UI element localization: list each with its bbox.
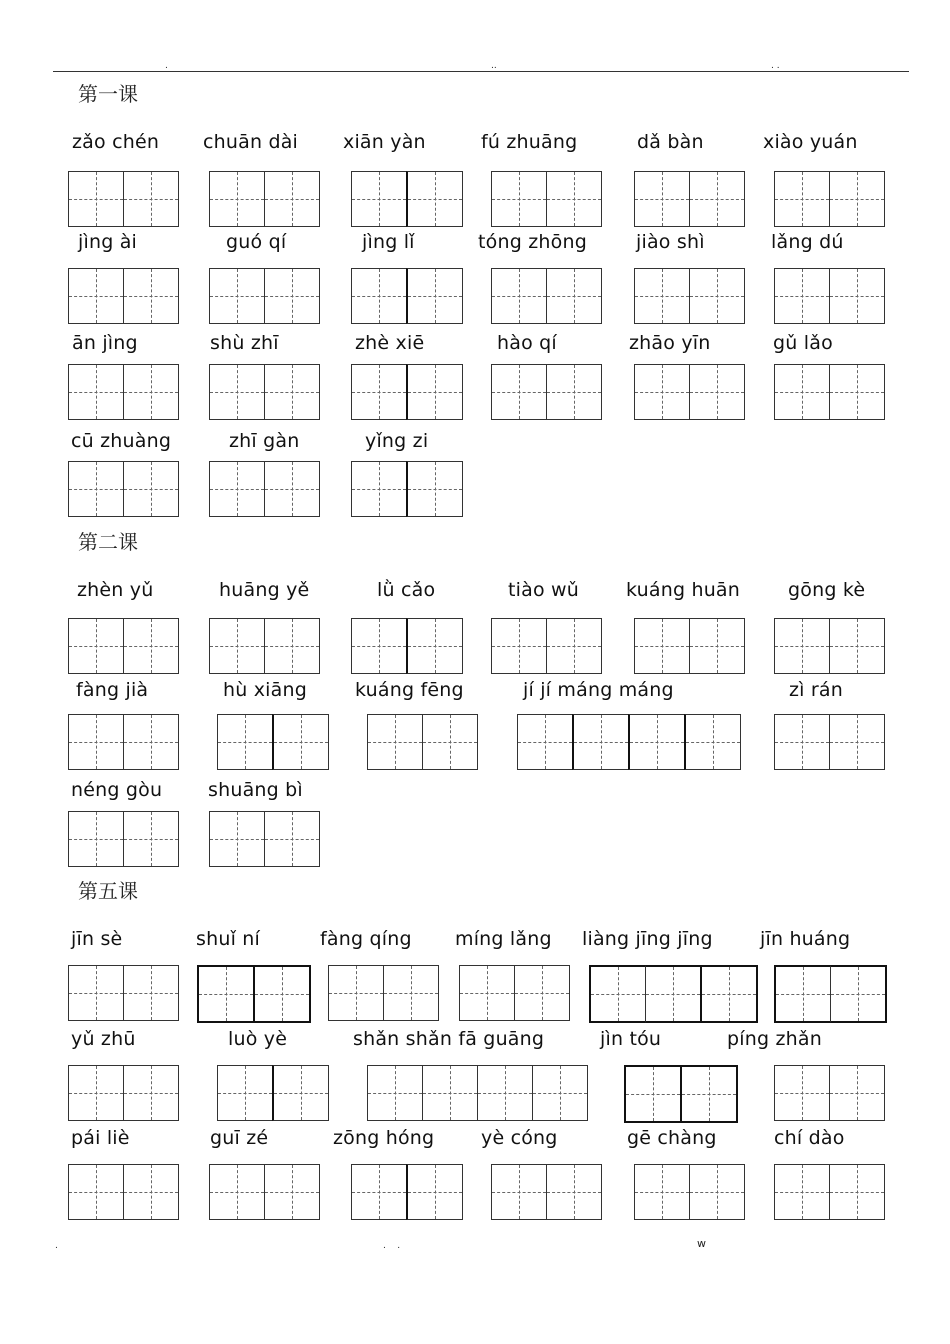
- character-writing-cell[interactable]: [774, 714, 830, 770]
- character-writing-cell[interactable]: [406, 268, 463, 324]
- character-writing-cell[interactable]: [265, 364, 320, 420]
- pinyin-label: xiào yuán: [763, 131, 858, 153]
- character-writing-cell[interactable]: [491, 364, 547, 420]
- character-writing-cell[interactable]: [830, 268, 885, 324]
- tianzige-box-group: [634, 1164, 745, 1220]
- pinyin-label: luò yè: [228, 1028, 288, 1050]
- tianzige-box-group: [217, 1065, 329, 1121]
- footer-dot: .: [55, 1241, 58, 1251]
- character-writing-cell[interactable]: [367, 714, 423, 770]
- tianzige-box-group: [68, 714, 179, 770]
- character-writing-cell[interactable]: [124, 714, 179, 770]
- character-writing-cell[interactable]: [209, 171, 265, 227]
- tianzige-box-group: [634, 364, 745, 420]
- character-writing-cell[interactable]: [328, 965, 384, 1021]
- character-writing-cell[interactable]: [634, 1164, 690, 1220]
- character-writing-cell[interactable]: [491, 618, 547, 674]
- character-writing-cell[interactable]: [209, 364, 265, 420]
- pinyin-label: gē chàng: [627, 1127, 717, 1149]
- pinyin-label: liàng jīng jīng: [582, 928, 713, 950]
- pinyin-label: gōng kè: [788, 579, 866, 601]
- character-writing-cell[interactable]: [406, 1164, 463, 1220]
- character-writing-cell[interactable]: [774, 965, 831, 1023]
- character-writing-cell[interactable]: [690, 618, 745, 674]
- tianzige-box-group: [68, 268, 179, 324]
- character-writing-cell[interactable]: [265, 811, 320, 867]
- pinyin-label: chuān dài: [203, 131, 299, 153]
- character-writing-cell[interactable]: [209, 811, 265, 867]
- tianzige-box-group: [351, 171, 463, 227]
- character-writing-cell[interactable]: [68, 1164, 124, 1220]
- character-writing-cell[interactable]: [209, 1164, 265, 1220]
- tianzige-box-group: [624, 1065, 738, 1121]
- pinyin-label: fú zhuāng: [481, 131, 578, 153]
- pinyin-label: tiào wǔ: [508, 579, 580, 601]
- footer-mark: w: [697, 1237, 706, 1250]
- character-writing-cell[interactable]: [830, 714, 885, 770]
- character-writing-cell[interactable]: [124, 171, 179, 227]
- character-writing-cell[interactable]: [547, 171, 602, 227]
- pinyin-label: lǜ cǎo: [377, 579, 436, 601]
- character-writing-cell[interactable]: [547, 364, 602, 420]
- character-writing-cell[interactable]: [830, 1164, 885, 1220]
- tianzige-box-group: [68, 965, 179, 1021]
- character-writing-cell[interactable]: [68, 965, 124, 1021]
- character-writing-cell[interactable]: [774, 171, 830, 227]
- character-writing-cell[interactable]: [547, 268, 602, 324]
- pinyin-label: kuáng fēng: [355, 679, 464, 701]
- pinyin-label: tóng zhōng: [478, 231, 587, 253]
- tianzige-box-group: [68, 171, 179, 227]
- character-writing-cell[interactable]: [690, 171, 745, 227]
- tianzige-box-group: [68, 461, 179, 517]
- character-writing-cell[interactable]: [406, 461, 463, 517]
- character-writing-cell[interactable]: [491, 268, 547, 324]
- character-writing-cell[interactable]: [68, 811, 124, 867]
- tianzige-box-group: [634, 171, 745, 227]
- character-writing-cell[interactable]: [830, 171, 885, 227]
- pinyin-label: shuǐ ní: [196, 928, 261, 950]
- tianzige-box-group: [491, 268, 602, 324]
- tianzige-box-group: [328, 965, 439, 1021]
- character-writing-cell[interactable]: [690, 268, 745, 324]
- pinyin-label: shǎn shǎn fā guāng: [353, 1028, 545, 1050]
- character-writing-cell[interactable]: [351, 618, 407, 674]
- character-writing-cell[interactable]: [831, 965, 887, 1023]
- character-writing-cell[interactable]: [478, 1065, 533, 1121]
- tianzige-box-group: [634, 268, 745, 324]
- character-writing-cell[interactable]: [124, 364, 179, 420]
- pinyin-label: zhè xiē: [355, 332, 425, 354]
- character-writing-cell[interactable]: [646, 965, 701, 1023]
- footer-dot: . .: [383, 1241, 401, 1251]
- character-writing-cell[interactable]: [830, 618, 885, 674]
- character-writing-cell[interactable]: [515, 965, 570, 1021]
- character-writing-cell[interactable]: [124, 811, 179, 867]
- character-writing-cell[interactable]: [351, 364, 407, 420]
- pinyin-label: ān jìng: [72, 332, 138, 354]
- pinyin-label: xiān yàn: [343, 131, 426, 153]
- character-writing-cell[interactable]: [384, 965, 439, 1021]
- pinyin-label: jīn sè: [71, 928, 123, 950]
- character-writing-cell[interactable]: [830, 364, 885, 420]
- character-writing-cell[interactable]: [830, 1065, 885, 1121]
- character-writing-cell[interactable]: [406, 618, 463, 674]
- character-writing-cell[interactable]: [634, 171, 690, 227]
- lesson-title: 第五课: [78, 879, 138, 903]
- pinyin-label: guó qí: [226, 231, 287, 253]
- character-writing-cell[interactable]: [124, 965, 179, 1021]
- character-writing-cell[interactable]: [459, 965, 515, 1021]
- pinyin-label: cū zhuàng: [71, 430, 172, 452]
- tianzige-box-group: [774, 714, 885, 770]
- pinyin-label: guī zé: [210, 1127, 269, 1149]
- tianzige-box-group: [209, 811, 320, 867]
- tianzige-box-group: [209, 171, 320, 227]
- tianzige-box-group: [209, 461, 320, 517]
- character-writing-cell[interactable]: [265, 171, 320, 227]
- tianzige-box-group: [491, 618, 602, 674]
- pinyin-label: fàng jià: [76, 679, 149, 701]
- pinyin-label: hù xiāng: [223, 679, 307, 701]
- character-writing-cell[interactable]: [624, 1065, 681, 1123]
- character-writing-cell[interactable]: [272, 1065, 329, 1121]
- character-writing-cell[interactable]: [197, 965, 254, 1023]
- character-writing-cell[interactable]: [217, 714, 273, 770]
- pinyin-label: jìng ài: [78, 231, 138, 253]
- character-writing-cell[interactable]: [265, 461, 320, 517]
- character-writing-cell[interactable]: [690, 1164, 745, 1220]
- pinyin-label: hào qí: [497, 332, 557, 354]
- pinyin-label: chí dào: [774, 1127, 845, 1149]
- character-writing-cell[interactable]: [774, 1065, 830, 1121]
- pinyin-label: pái liè: [71, 1127, 130, 1149]
- tianzige-box-group: [68, 618, 179, 674]
- tianzige-box-group: [209, 364, 320, 420]
- tianzige-box-group: [774, 1065, 885, 1121]
- character-writing-cell[interactable]: [68, 364, 124, 420]
- character-writing-cell[interactable]: [209, 268, 265, 324]
- pinyin-label: fàng qíng: [320, 928, 412, 950]
- character-writing-cell[interactable]: [367, 1065, 423, 1121]
- lesson-title: 第一课: [78, 82, 138, 106]
- character-writing-cell[interactable]: [217, 1065, 273, 1121]
- character-writing-cell[interactable]: [774, 618, 830, 674]
- tianzige-box-group: [68, 1164, 179, 1220]
- pinyin-label: jìng lǐ: [362, 231, 415, 253]
- character-writing-cell[interactable]: [517, 714, 573, 770]
- character-writing-cell[interactable]: [423, 714, 478, 770]
- tianzige-box-group: [209, 1164, 320, 1220]
- pinyin-label: zǎo chén: [72, 131, 160, 153]
- character-writing-cell[interactable]: [491, 171, 547, 227]
- tianzige-box-group: [459, 965, 570, 1021]
- pinyin-label: lǎng dú: [771, 231, 844, 253]
- tianzige-box-group: [517, 714, 741, 770]
- tianzige-box-group: [367, 714, 478, 770]
- pinyin-label: shuāng bì: [208, 779, 303, 801]
- character-writing-cell[interactable]: [774, 364, 830, 420]
- tianzige-box-group: [351, 618, 463, 674]
- character-writing-cell[interactable]: [634, 268, 690, 324]
- character-writing-cell[interactable]: [68, 618, 124, 674]
- tianzige-box-group: [68, 811, 179, 867]
- pinyin-label: yǐng zi: [365, 430, 429, 452]
- character-writing-cell[interactable]: [68, 714, 124, 770]
- tianzige-box-group: [197, 965, 311, 1021]
- tianzige-box-group: [774, 268, 885, 324]
- character-writing-cell[interactable]: [491, 1164, 547, 1220]
- pinyin-label: zōng hóng: [333, 1127, 435, 1149]
- tianzige-box-group: [351, 461, 463, 517]
- pinyin-label: huāng yě: [219, 579, 310, 601]
- character-writing-cell[interactable]: [680, 1065, 738, 1123]
- character-writing-cell[interactable]: [124, 618, 179, 674]
- character-writing-cell[interactable]: [634, 364, 690, 420]
- character-writing-cell[interactable]: [589, 965, 646, 1023]
- pinyin-label: jìn tóu: [600, 1028, 662, 1050]
- character-writing-cell[interactable]: [265, 618, 320, 674]
- character-writing-cell[interactable]: [272, 714, 329, 770]
- character-writing-cell[interactable]: [253, 965, 311, 1023]
- tianzige-box-group: [68, 364, 179, 420]
- pinyin-label: dǎ bàn: [637, 131, 704, 153]
- character-writing-cell[interactable]: [634, 618, 690, 674]
- tianzige-box-group: [491, 171, 602, 227]
- pinyin-label: zhèn yǔ: [77, 579, 154, 601]
- character-writing-cell[interactable]: [547, 618, 602, 674]
- pinyin-label: píng zhǎn: [727, 1028, 822, 1050]
- tianzige-box-group: [774, 965, 887, 1021]
- tianzige-box-group: [209, 618, 320, 674]
- tianzige-box-group: [68, 1065, 179, 1121]
- character-writing-cell[interactable]: [351, 268, 407, 324]
- tianzige-box-group: [634, 618, 745, 674]
- pinyin-label: jí jí máng máng: [523, 679, 674, 701]
- pinyin-label: zhāo yīn: [629, 332, 711, 354]
- tianzige-box-group: [217, 714, 329, 770]
- character-writing-cell[interactable]: [351, 1164, 407, 1220]
- character-writing-cell[interactable]: [406, 364, 463, 420]
- tianzige-box-group: [351, 268, 463, 324]
- tianzige-box-group: [209, 268, 320, 324]
- tianzige-box-group: [774, 364, 885, 420]
- pinyin-label: kuáng huān: [626, 579, 741, 601]
- pinyin-label: míng lǎng: [455, 928, 552, 950]
- character-writing-cell[interactable]: [124, 268, 179, 324]
- character-writing-cell[interactable]: [124, 1065, 179, 1121]
- tianzige-box-group: [367, 1065, 588, 1121]
- header-dot: .: [165, 61, 168, 71]
- tianzige-box-group: [491, 364, 602, 420]
- tianzige-box-group: [774, 618, 885, 674]
- lesson-title: 第二课: [78, 530, 138, 554]
- character-writing-cell[interactable]: [351, 171, 407, 227]
- pinyin-label: yè cóng: [481, 1127, 558, 1149]
- tianzige-box-group: [589, 965, 758, 1021]
- character-writing-cell[interactable]: [68, 461, 124, 517]
- character-writing-cell[interactable]: [351, 461, 407, 517]
- header-dot: ..: [491, 61, 497, 71]
- pinyin-label: yǔ zhū: [71, 1028, 136, 1050]
- character-writing-cell[interactable]: [423, 1065, 478, 1121]
- character-writing-cell[interactable]: [68, 171, 124, 227]
- character-writing-cell[interactable]: [628, 714, 685, 770]
- character-writing-cell[interactable]: [572, 714, 629, 770]
- character-writing-cell[interactable]: [209, 461, 265, 517]
- pinyin-label: zì rán: [789, 679, 843, 701]
- character-writing-cell[interactable]: [700, 965, 758, 1023]
- character-writing-cell[interactable]: [774, 268, 830, 324]
- header-rule: [53, 71, 909, 72]
- tianzige-box-group: [774, 171, 885, 227]
- pinyin-label: néng gòu: [71, 779, 163, 801]
- character-writing-cell[interactable]: [406, 171, 463, 227]
- pinyin-label: jiào shì: [636, 231, 705, 253]
- header-dot: . .: [771, 61, 780, 71]
- tianzige-box-group: [774, 1164, 885, 1220]
- character-writing-cell[interactable]: [68, 1065, 124, 1121]
- character-writing-cell[interactable]: [209, 618, 265, 674]
- character-writing-cell[interactable]: [68, 268, 124, 324]
- pinyin-label: jīn huáng: [760, 928, 851, 950]
- character-writing-cell[interactable]: [124, 1164, 179, 1220]
- character-writing-cell[interactable]: [265, 1164, 320, 1220]
- character-writing-cell[interactable]: [684, 714, 741, 770]
- pinyin-label: shù zhī: [210, 332, 279, 354]
- character-writing-cell[interactable]: [124, 461, 179, 517]
- character-writing-cell[interactable]: [547, 1164, 602, 1220]
- character-writing-cell[interactable]: [265, 268, 320, 324]
- character-writing-cell[interactable]: [690, 364, 745, 420]
- character-writing-cell[interactable]: [774, 1164, 830, 1220]
- pinyin-label: zhī gàn: [229, 430, 300, 452]
- character-writing-cell[interactable]: [533, 1065, 588, 1121]
- pinyin-label: gǔ lǎo: [773, 332, 833, 354]
- tianzige-box-group: [491, 1164, 602, 1220]
- tianzige-box-group: [351, 364, 463, 420]
- tianzige-box-group: [351, 1164, 463, 1220]
